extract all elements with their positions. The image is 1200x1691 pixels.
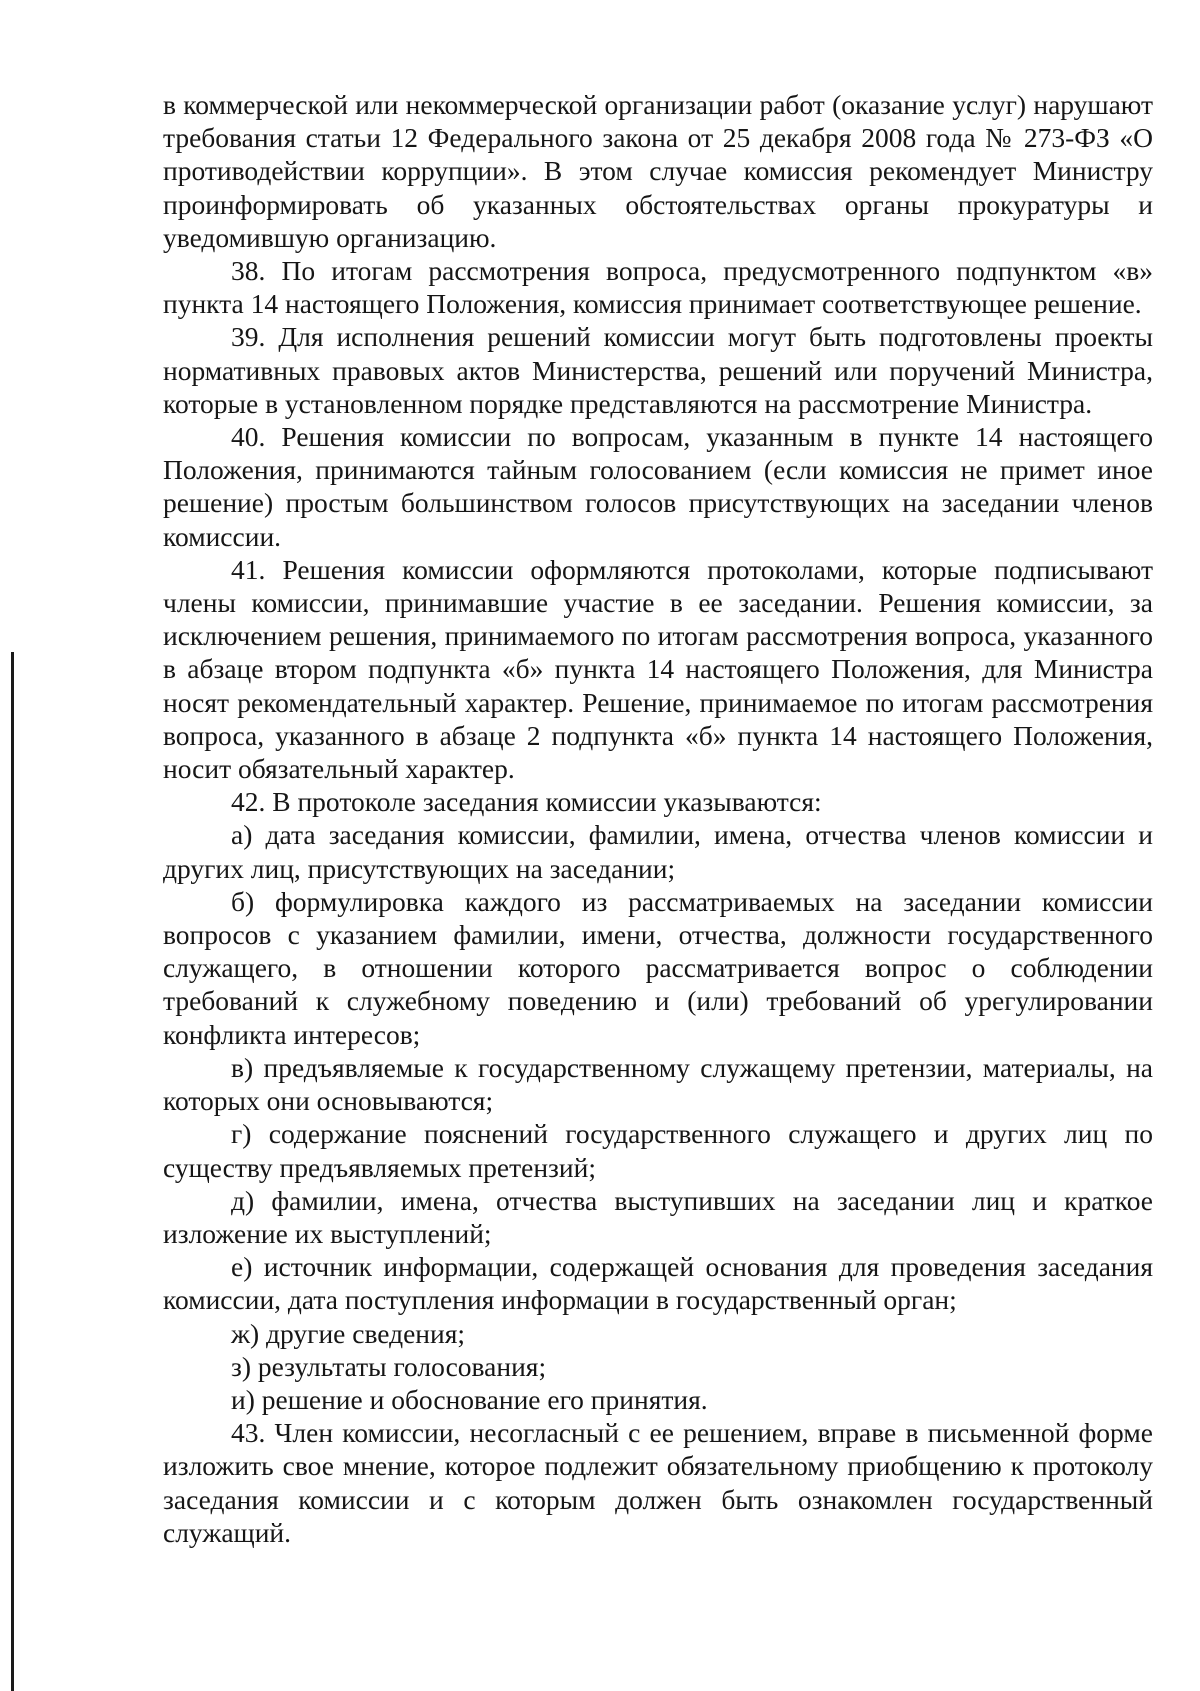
list-item-i: и) решение и обоснование его принятия. bbox=[231, 1383, 708, 1415]
list-item-a: а) дата заседания комиссии, фамилии, имена, отчества членов комиссии и других лиц, присутствующих на заседании; bbox=[163, 819, 1153, 884]
list-item-z: з) результаты голосования; bbox=[231, 1350, 547, 1382]
paragraph-43: 43. Член комиссии, несогласный с ее решением, вправе в письменной форме изложить свое мнение, которое подлежит обязательному приобщению к протоколу заседания комиссии и с которым должен быть ознакомлен государственный служащий. bbox=[163, 1417, 1153, 1548]
list-item-g: г) содержание пояснений государственного служащего и других лиц по существу предъявляемых претензий; bbox=[163, 1118, 1153, 1183]
list-item-v: в) предъявляемые к государственному служащему претензии, материалы, на которых они основываются; bbox=[163, 1051, 1153, 1117]
list-item-zh: ж) другие сведения; bbox=[231, 1317, 466, 1349]
paragraph-continuation: в коммерческой или некоммерческой организации работ (оказание услуг) нарушают требования статьи 12 Федерального закона от 25 декабря 2008 года № 273-ФЗ «О противодействии коррупции». В этом случае комиссия рекомендует Министру проинформировать об указанных обстоятельствах органы прокуратуры и уведомившую организацию. bbox=[163, 89, 1153, 253]
paragraph-39: 39. Для исполнения решений комиссии могут быть подготовлены проекты нормативных правовых актов Министерства, решений или поручений Министра, которые в установленном порядке представляются на рассмотрение Министра. bbox=[163, 321, 1153, 419]
paragraph-40: 40. Решения комиссии по вопросам, указанным в пункте 14 настоящего Положения, принимаются тайным голосованием (если комиссия не примет иное решение) простым большинством голосов присутствующих на заседании членов комиссии. bbox=[163, 421, 1153, 552]
list-item-e: е) источник информации, содержащей основания для проведения заседания комиссии, дата поступления информации в государственный орган; bbox=[163, 1251, 1153, 1316]
paragraph-38: 38. По итогам рассмотрения вопроса, предусмотренного подпунктом «в» пункта 14 настоящего Положения, комиссия принимает соответствующее решение. bbox=[163, 255, 1153, 320]
list-item-d: д) фамилии, имена, отчества выступивших на заседании лиц и краткое изложение их выступлений; bbox=[163, 1184, 1153, 1249]
document-body bbox=[163, 88, 1153, 1549]
scan-edge-line bbox=[11, 652, 14, 1691]
paragraph-42: 42. В протоколе заседания комиссии указываются: bbox=[231, 786, 822, 818]
list-item-b: б) формулировка каждого из рассматриваемых на заседании комиссии вопросов с указанием фамилии, имени, отчества, должности государственного служащего, в отношении которого рассматривается вопрос о соблюдении требований к служебному поведению и (или) требований об урегулировании конфликта интересов; bbox=[163, 885, 1153, 1050]
paragraph-41: 41. Решения комиссии оформляются протоколами, которые подписывают члены комиссии, принимавшие участие в ее заседании. Решения комиссии, за исключением решения, принимаемого по итогам рассмотрения вопроса, указанного в абзаце втором подпункта «б» пункта 14 настоящего Положения, для Министра носят рекомендательный характер. Решение, принимаемое по итогам рассмотрения вопроса, указанного в абзаце 2 подпункта «б» пункта 14 настоящего Положения, носит обязательный характер. bbox=[163, 553, 1153, 785]
